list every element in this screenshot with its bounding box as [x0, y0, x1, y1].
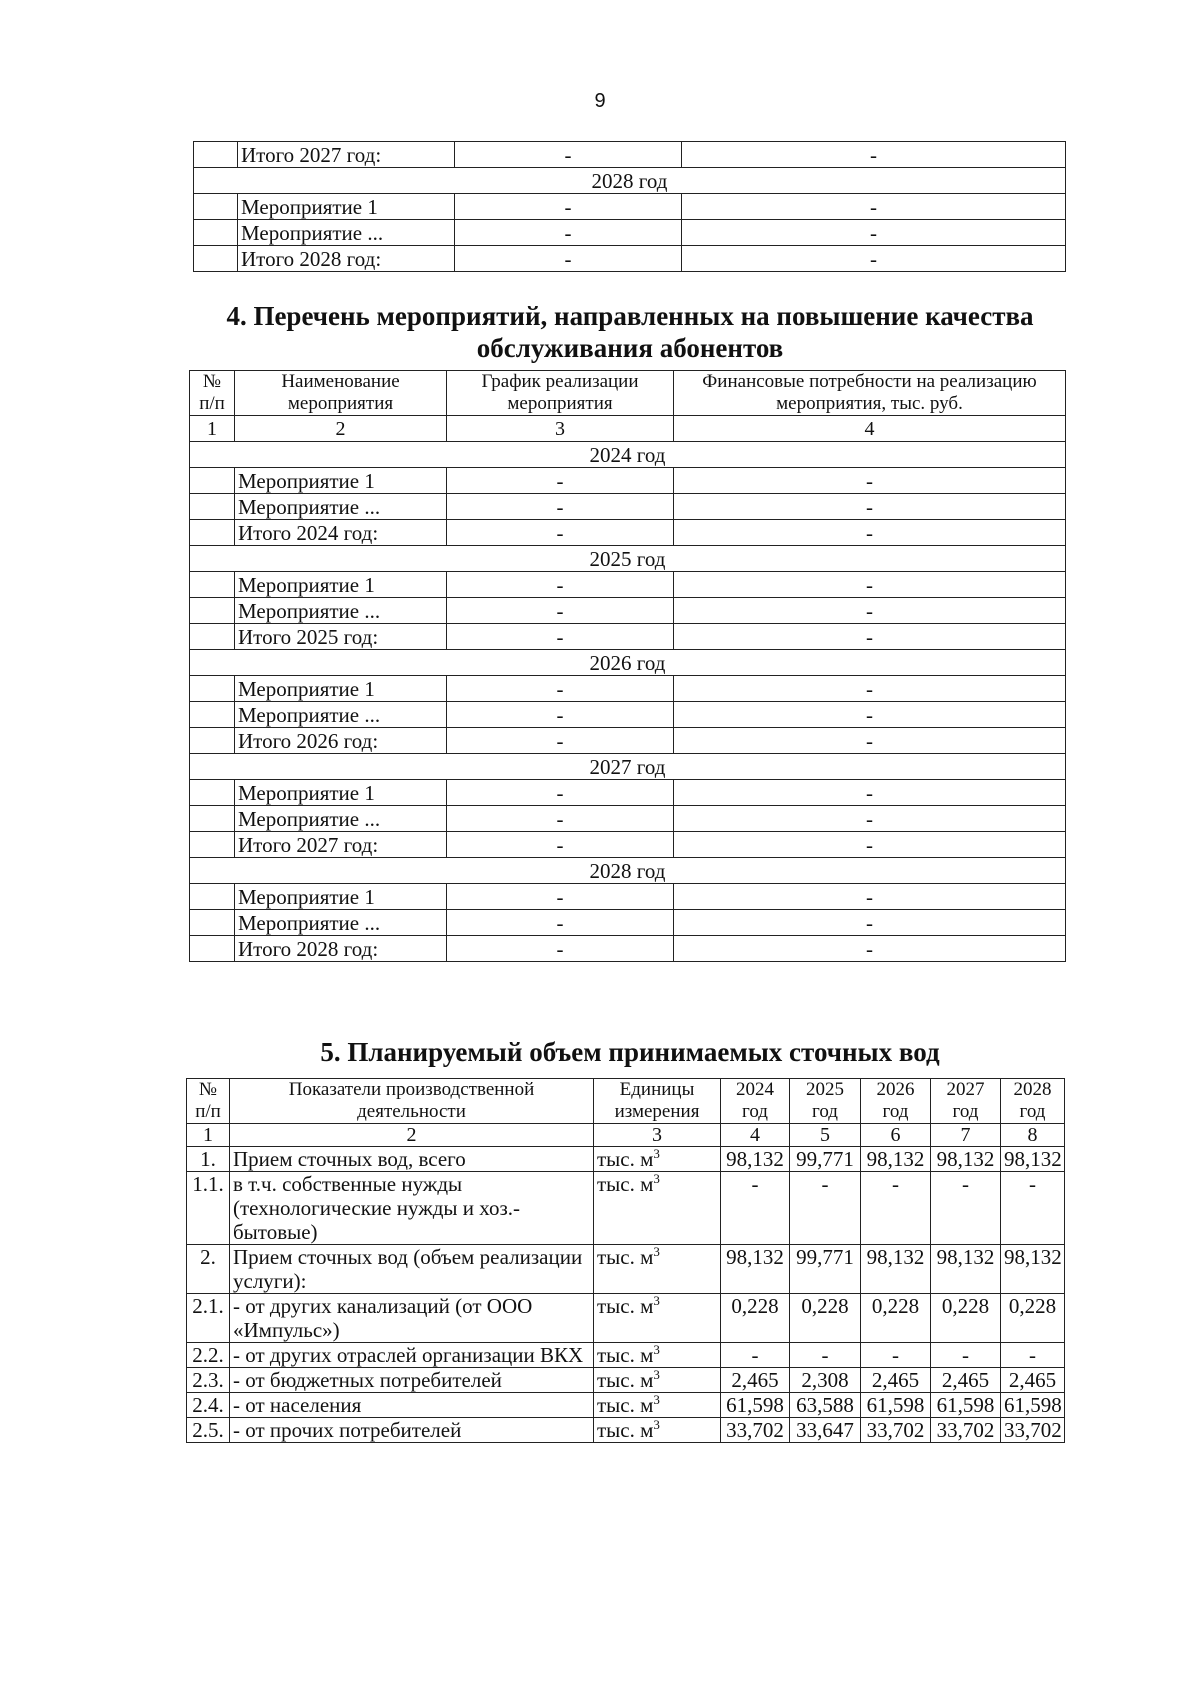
event-name: Мероприятие ... — [235, 806, 447, 832]
value-cell: 2,465 — [1001, 1368, 1065, 1393]
schedule-cell: - — [447, 884, 674, 910]
table-row — [187, 1294, 1065, 1343]
unit-text: тыс. м — [597, 1368, 654, 1392]
event-name: Мероприятие 1 — [235, 676, 447, 702]
event-name: Мероприятие ... — [238, 220, 455, 246]
indicator-name: Прием сточных вод (объем реализации услуги): — [230, 1245, 594, 1294]
year-row — [190, 754, 1066, 780]
schedule-cell: - — [447, 910, 674, 936]
column-number: 2 — [230, 1124, 594, 1147]
section-4-table — [189, 370, 1066, 962]
row-number: 2.3. — [187, 1368, 230, 1393]
unit-superscript: 3 — [653, 1417, 660, 1432]
funding-cell: - — [682, 220, 1066, 246]
funding-cell: - — [674, 676, 1066, 702]
table-row — [190, 494, 1066, 520]
value-cell: - — [1001, 1343, 1065, 1368]
header-cell: Наименование мероприятия — [235, 371, 447, 416]
row-number-cell — [190, 468, 235, 494]
value-cell: - — [721, 1172, 790, 1245]
schedule-cell: - — [447, 598, 674, 624]
table-header-row — [187, 1079, 1065, 1124]
column-number: 5 — [790, 1124, 861, 1147]
row-number-cell — [190, 936, 235, 962]
header-cell: Финансовые потребности на реализацию мероприятия, тыс. руб. — [674, 371, 1066, 416]
row-number-cell — [190, 806, 235, 832]
value-cell: 98,132 — [721, 1245, 790, 1294]
unit-cell — [594, 1393, 721, 1418]
table-row — [190, 910, 1066, 936]
table-row — [187, 1172, 1065, 1245]
indicator-name: - от населения — [230, 1393, 594, 1418]
event-name: Мероприятие ... — [235, 702, 447, 728]
column-number: 6 — [861, 1124, 931, 1147]
event-name: Мероприятие ... — [235, 910, 447, 936]
funding-cell: - — [674, 806, 1066, 832]
year-label: 2026 год — [190, 650, 1066, 676]
schedule-cell: - — [447, 702, 674, 728]
schedule-cell: - — [447, 806, 674, 832]
funding-cell: - — [674, 936, 1066, 962]
year-row — [194, 168, 1066, 194]
unit-text: тыс. м — [597, 1172, 654, 1196]
table-row — [190, 884, 1066, 910]
value-cell: 63,588 — [790, 1393, 861, 1418]
unit-superscript: 3 — [653, 1342, 660, 1357]
funding-cell: - — [674, 702, 1066, 728]
year-label: 2025 год — [190, 546, 1066, 572]
schedule-cell: - — [447, 572, 674, 598]
value-cell: 61,598 — [1001, 1393, 1065, 1418]
event-name: Мероприятие 1 — [235, 572, 447, 598]
unit-cell — [594, 1418, 721, 1443]
unit-cell — [594, 1172, 721, 1245]
row-number-cell — [190, 728, 235, 754]
event-name: Мероприятие 1 — [238, 194, 455, 220]
table-row — [190, 598, 1066, 624]
value-cell: - — [861, 1172, 931, 1245]
continued-events-table — [193, 141, 1066, 272]
column-number: 7 — [931, 1124, 1001, 1147]
unit-text: тыс. м — [597, 1294, 654, 1318]
header-cell: № п/п — [190, 371, 235, 416]
funding-cell: - — [674, 624, 1066, 650]
value-cell: 0,228 — [790, 1294, 861, 1343]
value-cell: 33,702 — [861, 1418, 931, 1443]
header-cell: График реализации мероприятия — [447, 371, 674, 416]
unit-superscript: 3 — [653, 1367, 660, 1382]
year-label: 2027 год — [190, 754, 1066, 780]
value-cell: 61,598 — [931, 1393, 1001, 1418]
funding-cell: - — [674, 728, 1066, 754]
schedule-cell: - — [447, 494, 674, 520]
unit-cell — [594, 1147, 721, 1172]
value-cell: - — [790, 1172, 861, 1245]
year-row — [190, 858, 1066, 884]
table-row — [187, 1343, 1065, 1368]
value-cell: 33,647 — [790, 1418, 861, 1443]
section-5-table — [186, 1078, 1065, 1443]
indicator-name: - от других канализаций (от ООО «Импульс») — [230, 1294, 594, 1343]
funding-cell: - — [674, 832, 1066, 858]
funding-cell: - — [674, 520, 1066, 546]
header-cell: Единицы измерения — [594, 1079, 721, 1124]
schedule-cell: - — [447, 832, 674, 858]
funding-cell: - — [682, 246, 1066, 272]
value-cell: - — [790, 1343, 861, 1368]
value-cell: - — [1001, 1172, 1065, 1245]
schedule-cell: - — [447, 468, 674, 494]
column-number: 3 — [447, 416, 674, 442]
column-number-row — [190, 416, 1066, 442]
value-cell: 33,702 — [721, 1418, 790, 1443]
unit-superscript: 3 — [653, 1244, 660, 1259]
event-name: Итого 2025 год: — [235, 624, 447, 650]
row-number-cell — [190, 910, 235, 936]
value-cell: 2,465 — [721, 1368, 790, 1393]
value-cell: 98,132 — [931, 1245, 1001, 1294]
table-header-row — [190, 371, 1066, 416]
section-4-heading — [180, 300, 1080, 364]
row-number-cell — [194, 220, 238, 246]
table-row — [190, 936, 1066, 962]
value-cell: 2,465 — [861, 1368, 931, 1393]
unit-cell — [594, 1245, 721, 1294]
row-number: 2. — [187, 1245, 230, 1294]
funding-cell: - — [682, 142, 1066, 168]
schedule-cell: - — [447, 936, 674, 962]
table-row — [190, 832, 1066, 858]
header-cell: 2026 год — [861, 1079, 931, 1124]
value-cell: - — [931, 1172, 1001, 1245]
column-number: 1 — [187, 1124, 230, 1147]
row-number: 2.4. — [187, 1393, 230, 1418]
indicator-name: - от бюджетных потребителей — [230, 1368, 594, 1393]
header-cell: Показатели производственной деятельности — [230, 1079, 594, 1124]
column-number: 2 — [235, 416, 447, 442]
row-number: 1.1. — [187, 1172, 230, 1245]
section-5-heading: 5. Планируемый объем принимаемых сточных вод — [320, 1037, 940, 1067]
table-row — [187, 1368, 1065, 1393]
unit-superscript: 3 — [653, 1392, 660, 1407]
table-row — [187, 1245, 1065, 1294]
value-cell: 98,132 — [1001, 1245, 1065, 1294]
event-name: Мероприятие ... — [235, 494, 447, 520]
value-cell: - — [721, 1343, 790, 1368]
event-name: Итого 2027 год: — [235, 832, 447, 858]
unit-text: тыс. м — [597, 1245, 654, 1269]
value-cell: 2,465 — [931, 1368, 1001, 1393]
funding-cell: - — [674, 780, 1066, 806]
unit-text: тыс. м — [597, 1393, 654, 1417]
row-number: 2.2. — [187, 1343, 230, 1368]
event-name: Мероприятие ... — [235, 598, 447, 624]
unit-superscript: 3 — [653, 1293, 660, 1308]
row-number-cell — [190, 676, 235, 702]
column-number: 3 — [594, 1124, 721, 1147]
page-number: 9 — [594, 90, 606, 112]
table-row — [190, 520, 1066, 546]
year-label: 2028 год — [194, 168, 1066, 194]
schedule-cell: - — [455, 194, 682, 220]
schedule-cell: - — [455, 246, 682, 272]
unit-text: тыс. м — [597, 1147, 654, 1171]
header-cell: 2028 год — [1001, 1079, 1065, 1124]
value-cell: 98,132 — [1001, 1147, 1065, 1172]
value-cell: 61,598 — [861, 1393, 931, 1418]
funding-cell: - — [674, 884, 1066, 910]
value-cell: 98,132 — [721, 1147, 790, 1172]
value-cell: - — [861, 1343, 931, 1368]
schedule-cell: - — [447, 624, 674, 650]
row-number: 2.1. — [187, 1294, 230, 1343]
schedule-cell: - — [447, 676, 674, 702]
value-cell: 0,228 — [931, 1294, 1001, 1343]
event-name: Итого 2028 год: — [235, 936, 447, 962]
unit-superscript: 3 — [653, 1171, 660, 1186]
table-row — [190, 728, 1066, 754]
table-row — [187, 1147, 1065, 1172]
row-number-cell — [190, 624, 235, 650]
event-name: Итого 2026 год: — [235, 728, 447, 754]
section-4-heading-line2: обслуживания абонентов — [476, 333, 784, 363]
row-number-cell — [190, 598, 235, 624]
column-number-row — [187, 1124, 1065, 1147]
indicator-name: в т.ч. собственные нужды (технологические нужды и хоз.-бытовые) — [230, 1172, 594, 1245]
value-cell: 61,598 — [721, 1393, 790, 1418]
schedule-cell: - — [455, 220, 682, 246]
table-row — [194, 220, 1066, 246]
column-number: 4 — [674, 416, 1066, 442]
row-number-cell — [194, 194, 238, 220]
table-row — [194, 246, 1066, 272]
funding-cell: - — [682, 194, 1066, 220]
table-row — [190, 572, 1066, 598]
funding-cell: - — [674, 494, 1066, 520]
value-cell: 33,702 — [1001, 1418, 1065, 1443]
year-row — [190, 546, 1066, 572]
year-label: 2024 год — [190, 442, 1066, 468]
header-cell: 2025 год — [790, 1079, 861, 1124]
column-number: 1 — [190, 416, 235, 442]
column-number: 4 — [721, 1124, 790, 1147]
table-row — [194, 142, 1066, 168]
value-cell: 0,228 — [1001, 1294, 1065, 1343]
row-number-cell — [194, 142, 238, 168]
event-name: Итого 2028 год: — [238, 246, 455, 272]
schedule-cell: - — [455, 142, 682, 168]
unit-superscript: 3 — [653, 1146, 660, 1161]
unit-cell — [594, 1368, 721, 1393]
section-4-heading-line1: 4. Перечень мероприятий, направленных на повышение качества — [226, 301, 1034, 331]
table-row — [187, 1393, 1065, 1418]
year-row — [190, 650, 1066, 676]
table-row — [190, 780, 1066, 806]
schedule-cell: - — [447, 780, 674, 806]
unit-cell — [594, 1343, 721, 1368]
value-cell: 0,228 — [721, 1294, 790, 1343]
event-name: Мероприятие 1 — [235, 468, 447, 494]
header-cell: № п/п — [187, 1079, 230, 1124]
indicator-name: - от других отраслей организации ВКХ — [230, 1343, 594, 1368]
header-cell: 2027 год — [931, 1079, 1001, 1124]
value-cell: 33,702 — [931, 1418, 1001, 1443]
event-name: Мероприятие 1 — [235, 884, 447, 910]
event-name: Итого 2024 год: — [235, 520, 447, 546]
table-row — [194, 194, 1066, 220]
table-row — [190, 702, 1066, 728]
schedule-cell: - — [447, 520, 674, 546]
column-number: 8 — [1001, 1124, 1065, 1147]
table-row — [190, 468, 1066, 494]
row-number-cell — [190, 520, 235, 546]
table-row — [187, 1418, 1065, 1443]
table-row — [190, 624, 1066, 650]
unit-cell — [594, 1294, 721, 1343]
event-name: Мероприятие 1 — [235, 780, 447, 806]
funding-cell: - — [674, 468, 1066, 494]
row-number: 1. — [187, 1147, 230, 1172]
funding-cell: - — [674, 572, 1066, 598]
unit-text: тыс. м — [597, 1343, 654, 1367]
year-label: 2028 год — [190, 858, 1066, 884]
value-cell: - — [931, 1343, 1001, 1368]
unit-text: тыс. м — [597, 1418, 654, 1442]
value-cell: 98,132 — [861, 1147, 931, 1172]
year-row — [190, 442, 1066, 468]
value-cell: 99,771 — [790, 1147, 861, 1172]
table-row — [190, 676, 1066, 702]
schedule-cell: - — [447, 728, 674, 754]
table-row — [190, 806, 1066, 832]
row-number-cell — [190, 702, 235, 728]
value-cell: 0,228 — [861, 1294, 931, 1343]
header-cell: 2024 год — [721, 1079, 790, 1124]
indicator-name: Прием сточных вод, всего — [230, 1147, 594, 1172]
funding-cell: - — [674, 598, 1066, 624]
value-cell: 98,132 — [931, 1147, 1001, 1172]
row-number-cell — [190, 832, 235, 858]
row-number-cell — [194, 246, 238, 272]
event-name: Итого 2027 год: — [238, 142, 455, 168]
row-number-cell — [190, 572, 235, 598]
value-cell: 98,132 — [861, 1245, 931, 1294]
funding-cell: - — [674, 910, 1066, 936]
row-number-cell — [190, 780, 235, 806]
row-number: 2.5. — [187, 1418, 230, 1443]
value-cell: 2,308 — [790, 1368, 861, 1393]
row-number-cell — [190, 884, 235, 910]
indicator-name: - от прочих потребителей — [230, 1418, 594, 1443]
value-cell: 99,771 — [790, 1245, 861, 1294]
row-number-cell — [190, 494, 235, 520]
